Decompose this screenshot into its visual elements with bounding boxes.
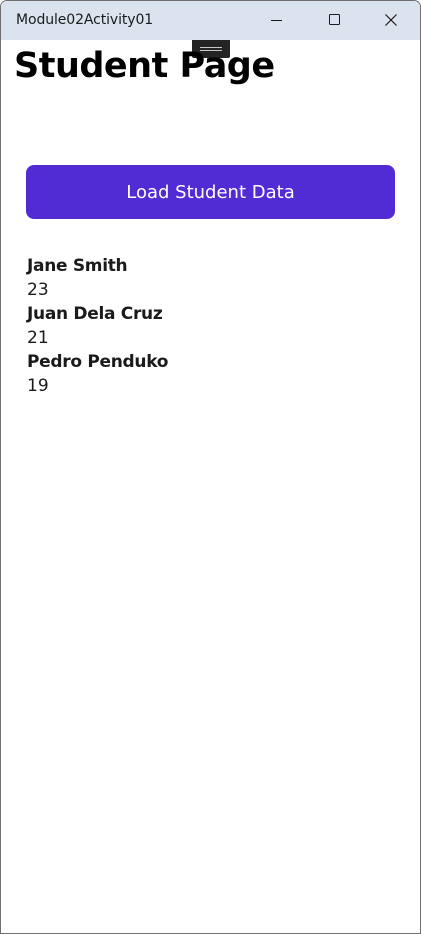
close-icon (383, 13, 399, 29)
window-title: Module02Activity01 (16, 12, 154, 28)
student-list (27, 255, 168, 399)
minimize-icon (269, 13, 285, 29)
student-item (27, 303, 168, 351)
student-age: 23 (27, 280, 49, 300)
student-age: 19 (27, 376, 49, 396)
close-button[interactable] (363, 1, 419, 40)
student-item (27, 255, 168, 303)
maximize-button[interactable] (306, 1, 362, 40)
maximize-icon (326, 13, 342, 29)
page-title: Student Page (14, 46, 275, 86)
student-age: 21 (27, 328, 49, 348)
load-student-data-button[interactable]: Load Student Data (26, 165, 395, 219)
minimize-button[interactable] (249, 1, 305, 40)
title-bar[interactable] (1, 1, 420, 40)
student-name: Pedro Penduko (27, 352, 169, 372)
student-item (27, 351, 168, 399)
student-name: Jane Smith (27, 256, 128, 276)
student-name: Juan Dela Cruz (27, 304, 163, 324)
